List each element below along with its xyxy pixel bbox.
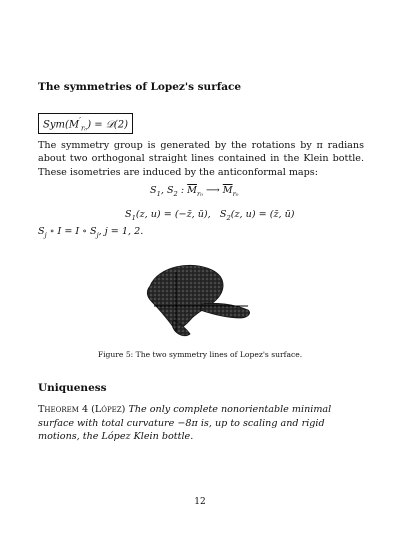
eq3-ssub2: j [96,230,99,239]
eq1-sub1: 1 [156,189,161,198]
surface-right-wing [200,303,250,318]
formula-sub: r₀ [81,124,88,133]
eq2-s1sub: 1 [131,213,136,222]
theorem-label: Theorem 4 [38,404,89,415]
symmetry-paragraph: The symmetry group is generated by the rotations by π radians about two orthogonal straight lines contained in the Klein bottle. These isometries are induced by the anticonformal maps: [38,140,364,178]
eq1-m1: $\overline{M}$ [187,185,197,196]
eq1-m2sub: r₀ [232,189,239,198]
eq1-s: S [150,185,157,196]
eq1-sub2: 2 [173,189,178,198]
eq3-ssub: j [44,230,47,239]
section-title: The symmetries of Lopez's surface [38,81,242,93]
eq2-s2sub: 2 [226,213,231,222]
surface-main-lobe [147,265,223,329]
equation-commute [38,226,143,239]
equation-s1-s2 [125,209,295,222]
eq3-s: S [38,226,45,237]
formula-rhs: ) = 𝒟(2) [87,119,128,131]
equation-maps [150,185,238,198]
eq3-mid: ∘ I = I ∘ S [46,226,97,237]
eq1-m2: $\overline{M}$ [222,185,233,196]
boxed-formula [38,113,133,134]
lopez-surface-figure [130,258,270,338]
eq1-colon: : [177,185,188,196]
theorem-statement: The only complete nonorientable minimal surface with total curvature −8π is, up to scaling and rigid motions, the López Klein bottle. [38,404,332,443]
eq2-s2body: (z, u) = (z̄, ū) [230,209,295,220]
eq1-arrow: ⟶ [202,185,223,196]
figure-caption: Figure 5: The two symmetry lines of Lopez's surface. [97,350,303,359]
theorem-author: (López) [91,404,126,415]
formula-lhs: Sym(M [43,119,80,131]
eq3-tail: , j = 1, 2. [98,226,144,237]
uniqueness-title: Uniqueness [38,382,107,394]
eq2-s2: S [219,209,227,220]
page-number: 12 [194,497,206,507]
theorem-4 [38,403,364,444]
formula-prime: ′ [79,115,82,125]
eq2-s1body: (z, u) = (−z̄, ū), [135,209,211,220]
eq2-s1: S [125,209,132,220]
eq1-m1sub: r₀ [196,189,203,198]
eq1-comma: , S [160,185,174,196]
